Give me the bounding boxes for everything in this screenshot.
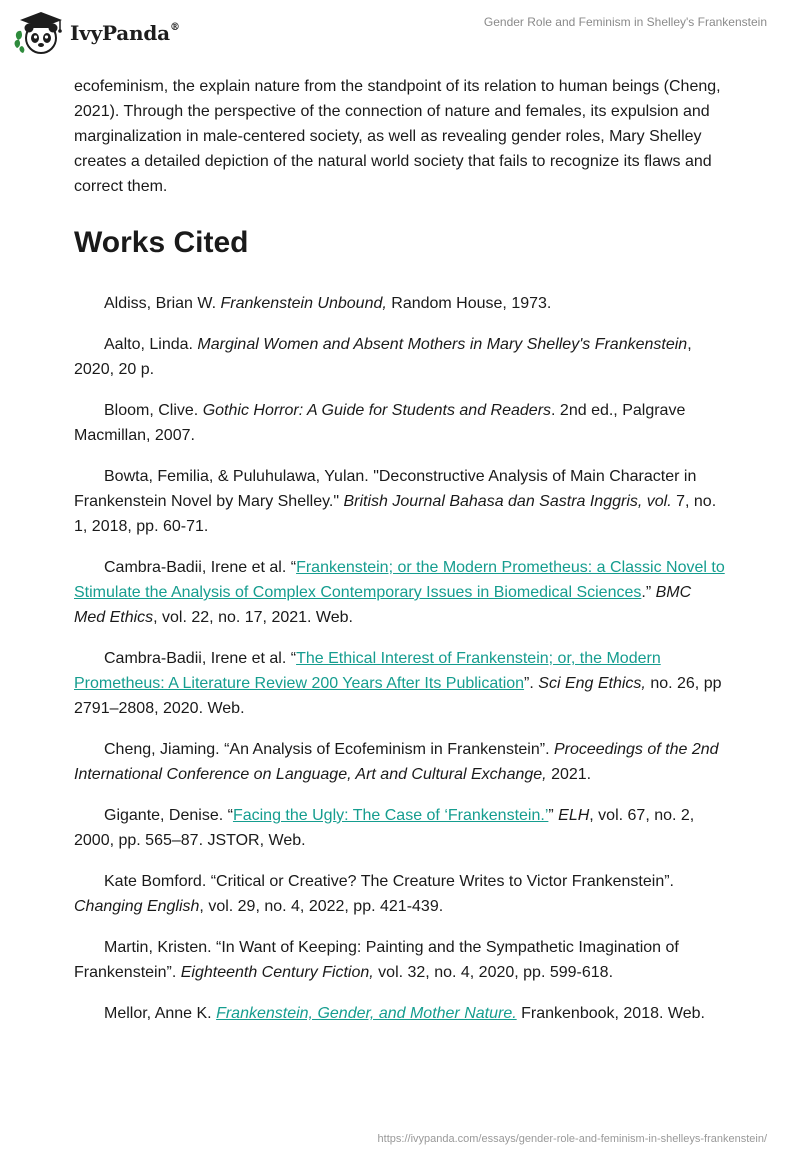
reference-item: Mellor, Anne K. Frankenstein, Gender, and Mother Nature. Frankenbook, 2018. Web. [104, 1005, 705, 1022]
ivypanda-logo[interactable] [14, 10, 180, 56]
reference-link[interactable]: Facing the Ugly: The Case of ‘Frankenstein.’ [232, 807, 549, 824]
panda-mascot-icon [14, 10, 66, 56]
reference-item: Bloom, Clive. Gothic Horror: A Guide for Students and Readers. 2nd ed., Palgrave Macmillan, 2007. [74, 402, 686, 444]
reference-item: Aalto, Linda. Marginal Women and Absent Mothers in Mary Shelley's Frankenstein, 2020, 20 p. [74, 336, 692, 378]
reference-item: Cambra-Badii, Irene et al. “Frankenstein; or the Modern Prometheus: a Classic Novel to Stimulate the Analysis of Complex Contemporary Issues in Biomedical Sciences.” BMC Med Ethics, vol. 22, no. 17, 2021. Web. [74, 559, 725, 626]
reference-link[interactable]: Frankenstein; or the Modern Prometheus: a Classic Novel to Stimulate the Analysis of Complex Contemporary Issues in Biomedical Sciences [74, 559, 725, 601]
reference-link[interactable]: Frankenstein, Gender, and Mother Nature. [216, 1005, 517, 1022]
main-content [74, 74, 726, 1042]
reference-item: Aldiss, Brian W. Frankenstein Unbound, Random House, 1973. [104, 295, 552, 312]
references-list [74, 291, 726, 1026]
reference-link[interactable]: The Ethical Interest of Frankenstein; or, the Modern Prometheus: A Literature Review 200 Years After Its Publication [74, 650, 661, 692]
reference-item: Bowta, Femilia, & Puluhulawa, Yulan. "Deconstructive Analysis of Main Character in Frankenstein Novel by Mary Shelley." British Journal Bahasa dan Sastra Inggris, vol. 7, no. 1, 2018, pp. 60-71. [74, 468, 717, 535]
footer-source-url: https://ivypanda.com/essays/gender-role-and-feminism-in-shelleys-frankenstein/ [377, 1133, 767, 1145]
page-header [0, 0, 800, 66]
reference-item: Cheng, Jiaming. “An Analysis of Ecofeminism in Frankenstein”. Proceedings of the 2nd International Conference on Language, Art and Cultural Exchange, 2021. [74, 741, 719, 783]
reference-item: Kate Bomford. “Critical or Creative? The Creature Writes to Victor Frankenstein”. Changing English, vol. 29, no. 4, 2022, pp. 421-439. [74, 873, 674, 915]
brand-name: IvyPanda® [70, 21, 180, 45]
reference-item: Cambra-Badii, Irene et al. “The Ethical Interest of Frankenstein; or, the Modern Prometheus: A Literature Review 200 Years After Its Publication”. Sci Eng Ethics, no. 26, pp 2791–2808, 2020. Web. [74, 650, 722, 717]
works-cited-heading: Works Cited [74, 226, 249, 259]
intro-paragraph: ecofeminism, the explain nature from the standpoint of its relation to human beings (Cheng, 2021). Through the perspective of the connection of nature and females, its expulsion and marginalization in male-centered society, as well as revealing gender roles, Mary Shelley creates a detailed depiction of the natural world society that fails to recognize its flaws and correct them. [74, 78, 721, 195]
document-title: Gender Role and Feminism in Shelley's Frankenstein [483, 15, 767, 29]
reference-item: Gigante, Denise. “Facing the Ugly: The Case of ‘Frankenstein.’” ELH, vol. 67, no. 2, 2000, pp. 565–87. JSTOR, Web. [74, 807, 695, 849]
reference-item: Martin, Kristen. “In Want of Keeping: Painting and the Sympathetic Imagination of Frankenstein”. Eighteenth Century Fiction, vol. 32, no. 4, 2020, pp. 599-618. [74, 939, 679, 981]
